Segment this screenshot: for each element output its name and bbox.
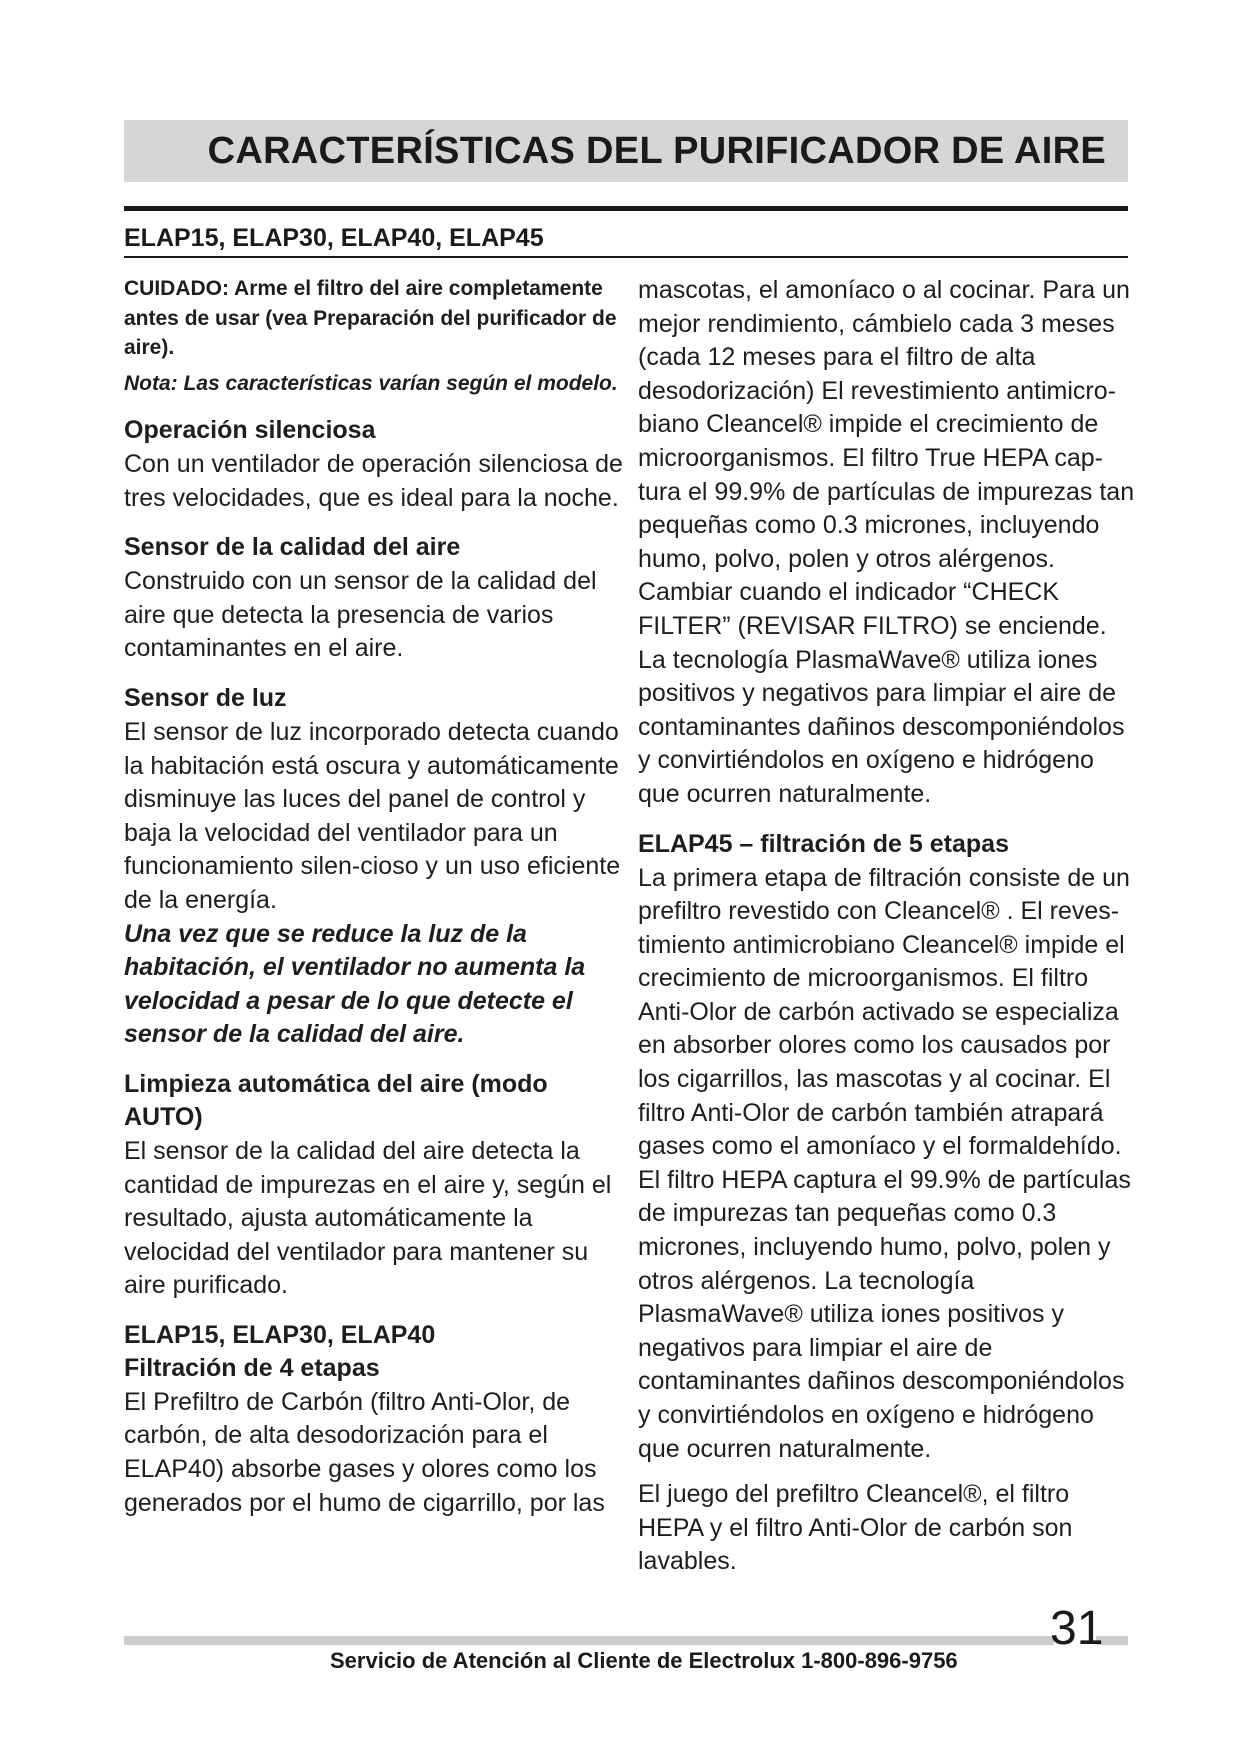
divider-thin xyxy=(124,256,1128,258)
note-text: Nota: Las características varían según el modelo. xyxy=(124,371,618,395)
models-heading: ELAP15, ELAP30, ELAP40, ELAP45 xyxy=(124,224,544,252)
section-heading-light-sensor: Sensor de luz xyxy=(124,683,287,712)
page-number: 31 xyxy=(1050,1602,1104,1655)
footer-bar xyxy=(124,1636,1054,1645)
section-heading-4-stage-title: Filtración de 4 etapas xyxy=(124,1353,380,1382)
section-text-quiet-operation: Con un ventilador de operación silenciosa de tres velocidades, que es ideal para la noche. xyxy=(124,450,623,512)
light-sensor-emphasis: Una vez que se reduce la luz de la habitación, el ventilador no aumenta la velocidad a pesar de lo que detecte el sensor de la calidad del aire. xyxy=(124,919,586,1049)
section-heading-quiet-operation: Operación silenciosa xyxy=(124,416,376,444)
section-heading-4-stage-models: ELAP15, ELAP30, ELAP40 xyxy=(124,1320,436,1349)
section-text-light-sensor: El sensor de luz incorporado detecta cuando la habitación está oscura y automáticamente disminuye las luces del panel de control y baja la velocidad del ventilador para un funcionamiento silen-cioso y un uso eficiente de la energía. xyxy=(124,717,621,914)
caution-text: CUIDADO: Arme el filtro del aire completamente antes de usar (vea Preparación del purificador de aire). xyxy=(124,277,617,359)
footer-service-text: Servicio de Atención al Cliente de Electrolux 1-800-896-9756 xyxy=(330,1648,958,1673)
section-text-auto-mode: El sensor de la calidad del aire detecta la cantidad de impurezas en el aire y, según el resultado, ajusta automáticamente la velocidad del ventilador para mantener su aire purificado. xyxy=(124,1136,612,1300)
section-heading-air-quality-sensor: Sensor de la calidad del aire xyxy=(124,533,461,562)
left-column xyxy=(124,274,624,1520)
divider-thick xyxy=(124,206,1128,211)
page-title: CARACTERÍSTICAS DEL PURIFICADOR DE AIRE xyxy=(207,130,1106,172)
section-text-air-quality-sensor: Construido con un sensor de la calidad del aire que detecta la presencia de varios contaminantes en el aire. xyxy=(124,567,597,663)
section-text-4-stage-continued: mascotas, el amoníaco o al cocinar. Para un mejor rendimiento, cámbielo cada 3 meses (cada 12 meses para el filtro de alta desodorización) El revestimiento antimicro-biano Cleancel® impide el crecimiento de microorganismos. El filtro True HEPA cap-tura el 99.9% de partículas de impurezas tan pequeñas como 0.3 micrones, incluyendo humo, polvo, polen y otros alérgenos. Cambiar cuando el indicador “CHECK FILTER” (REVISAR FILTRO) se enciende. La tecnología PlasmaWave® utiliza iones positivos y negativos para limpiar el aire de contaminantes dañinos descomponiéndolos y convirtiéndolos en oxígeno e hidrógeno que ocurren naturalmente. xyxy=(638,276,1135,808)
section-text-5-stage: La primera etapa de filtración consiste de un prefiltro revestido con Cleancel® . El reves-timiento antimicrobiano Cleancel® impide el crecimiento de microorganismos. El filtro Anti-Olor de carbón activado se especializa en absorber olores como los causados por los cigarrillos, las mascotas y al cocinar. El filtro Anti-Olor de carbón también atrapará gases como el amoníaco y el formaldehído. El filtro HEPA captura el 99.9% de partículas de impurezas tan pequeñas como 0.3 micrones, incluyendo humo, polvo, polen y otros alérgenos. La tecnología PlasmaWave® utiliza iones positivos y negativos para limpiar el aire de contaminantes dañinos descomponiéndolos y convirtiéndolos en oxígeno e hidrógeno que ocurren naturalmente. xyxy=(638,863,1131,1463)
washable-note: El juego del prefiltro Cleancel®, el filtro HEPA y el filtro Anti-Olor de carbón son lavables. xyxy=(638,1480,1073,1576)
right-column xyxy=(638,274,1138,1579)
section-heading-auto-mode: Limpieza automática del aire (modo AUTO) xyxy=(124,1069,548,1131)
section-heading-5-stage: ELAP45 – filtración de 5 etapas xyxy=(638,829,1009,858)
title-bar xyxy=(124,120,1128,182)
section-heading-4-stage xyxy=(124,1319,624,1385)
section-text-4-stage: El Prefiltro de Carbón (filtro Anti-Olor, de carbón, de alta desodorización para el ELAP40) absorbe gases y olores como los generados por el humo de cigarrillo, por las xyxy=(124,1387,605,1517)
